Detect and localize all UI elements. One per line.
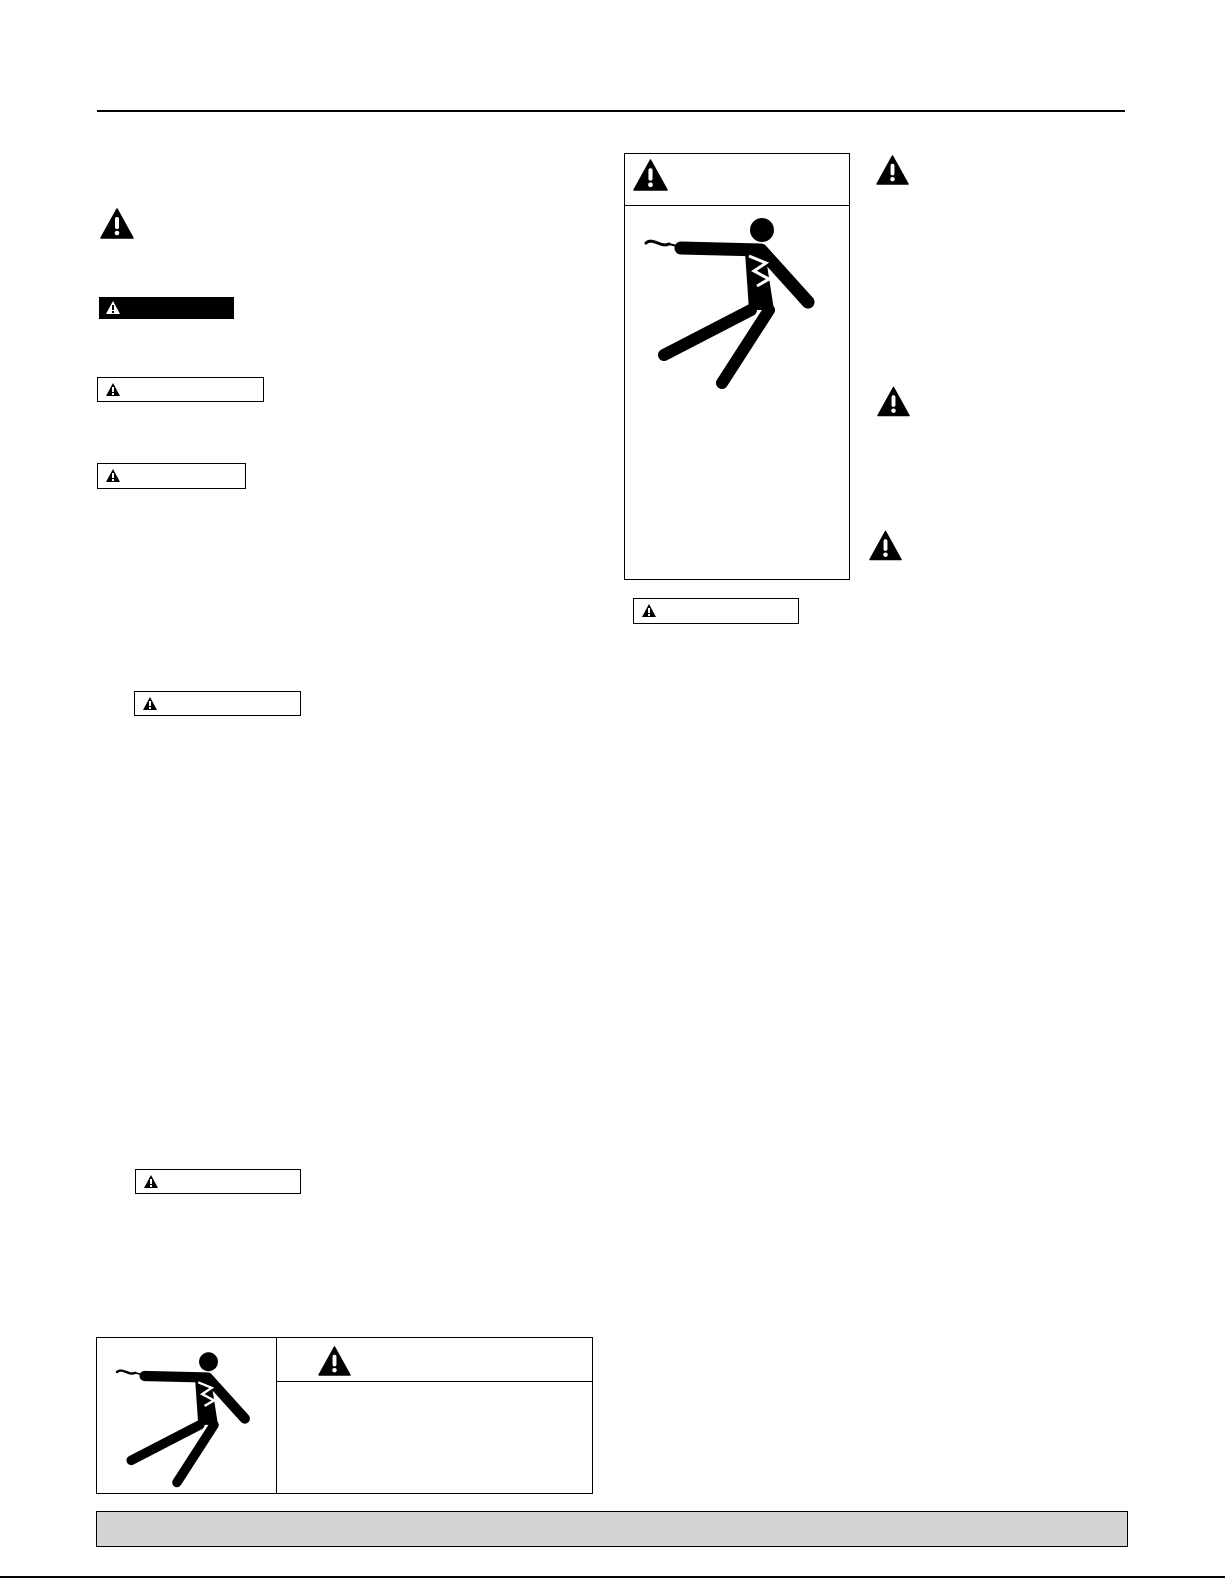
warning-signal-box bbox=[97, 377, 264, 402]
footer-bar bbox=[96, 1511, 1128, 1547]
warning-triangle-icon bbox=[142, 696, 158, 711]
warning-triangle-icon bbox=[877, 386, 910, 417]
panel-divider-horizontal bbox=[625, 205, 849, 206]
warning-triangle-icon bbox=[633, 159, 668, 191]
warning-signal-box bbox=[633, 598, 799, 624]
warning-triangle-icon bbox=[641, 603, 657, 618]
warning-triangle-icon bbox=[105, 300, 121, 315]
warning-triangle-icon bbox=[876, 155, 909, 185]
warning-signal-box bbox=[134, 691, 301, 716]
electrical-shock-hazard-icon bbox=[641, 210, 831, 390]
panel-divider-vertical bbox=[276, 1338, 277, 1493]
electrical-shock-hazard-icon bbox=[113, 1346, 263, 1488]
warning-triangle-icon bbox=[318, 1346, 351, 1376]
header-rule bbox=[97, 110, 1125, 112]
warning-triangle-icon bbox=[105, 382, 121, 397]
warning-triangle-icon bbox=[105, 468, 121, 483]
warning-triangle-icon bbox=[143, 1174, 159, 1189]
footer-rule bbox=[0, 1576, 1225, 1578]
panel-divider-horizontal bbox=[276, 1381, 592, 1382]
caution-signal-box bbox=[97, 463, 246, 489]
electrical-hazard-panel-tall bbox=[624, 153, 850, 580]
warning-triangle-icon bbox=[869, 530, 902, 561]
electrical-hazard-panel bbox=[96, 1337, 593, 1494]
warning-signal-box bbox=[135, 1169, 301, 1194]
danger-signal-bar bbox=[99, 297, 234, 319]
warning-triangle-icon bbox=[100, 208, 134, 239]
